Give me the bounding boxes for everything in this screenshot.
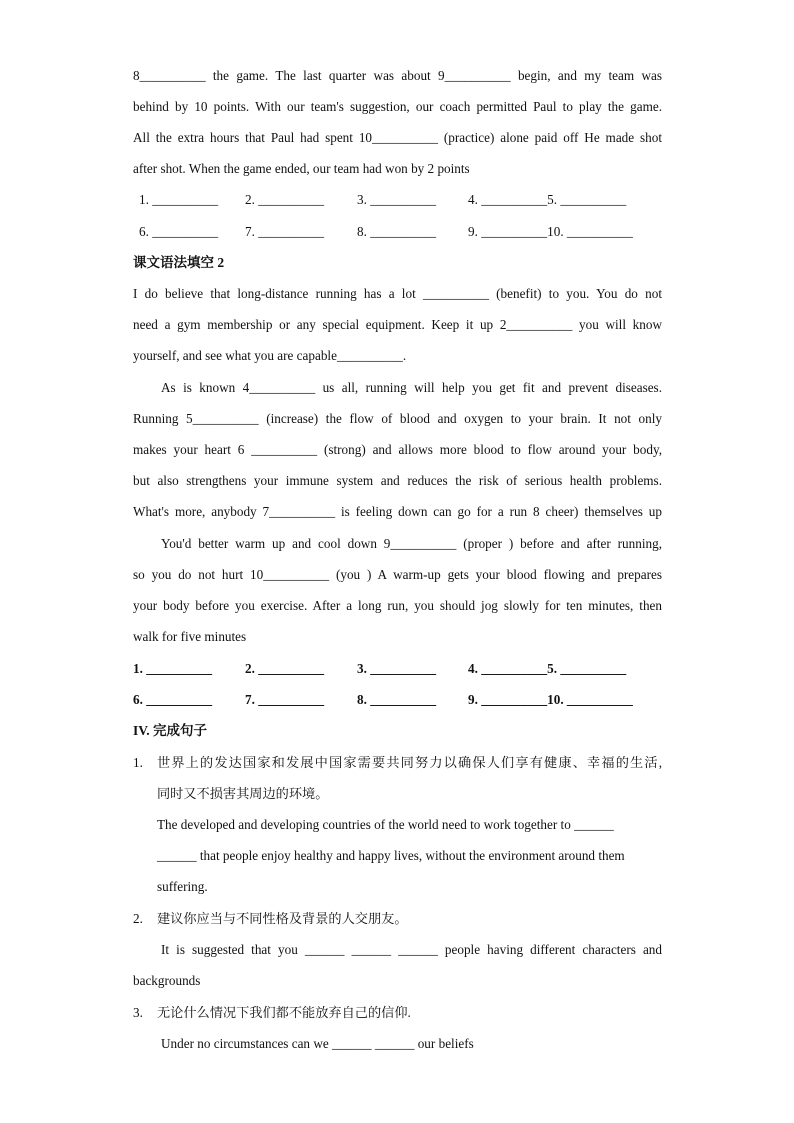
answer-row [133,223,662,241]
answer-blank: 2. __________ [245,661,325,676]
answer-blank: 2. __________ [245,192,325,207]
answer-row [133,191,662,209]
passage1-line-3: All the extra hours that Paul had spent 10__________ (practice) alone paid off He made shot [133,130,662,145]
paragraph-line: makes your heart 6 __________ (strong) and allows more blood to flow around your body, [133,442,662,457]
answer-blank: 1. __________ [133,661,213,676]
item-chinese-line: 无论什么情况下我们都不能放弃自己的信仰. [157,1005,411,1020]
answer-blank: 4. __________5. __________ [468,661,627,676]
passage1-line-2: behind by 10 points. With our team's suggestion, our coach permitted Paul to play the game. [133,99,662,114]
item-english-line: ______ that people enjoy healthy and happy lives, without the environment around them [157,848,625,863]
answer-blank: 3. __________ [357,192,437,207]
answer-blank: 6. __________ [139,224,219,239]
answer-blank: 6. __________ [133,692,213,707]
paragraph-line: I do believe that long-distance running has a lot __________ (benefit) to you. You do not [133,286,662,301]
passage1-line-1: 8__________ the game. The last quarter was about 9__________ begin, and my team was [133,68,662,83]
answer-blank: 8. __________ [357,692,437,707]
answer-blank: 7. __________ [245,224,325,239]
item-number: 2. [133,911,143,926]
item-chinese-line: 建议你应当与不同性格及背景的人交朋友。 [157,911,408,926]
answer-row [133,691,662,709]
answer-blank: 9. __________10. __________ [468,224,633,239]
item-english-line: The developed and developing countries of the world need to work together to ______ [157,817,614,832]
paragraph-line: need a gym membership or any special equipment. Keep it up 2__________ you will know [133,317,662,332]
answer-row [133,660,662,678]
item-chinese-line: 世界上的发达国家和发展中国家需要共同努力以确保人们享有健康、幸福的生活, [157,755,662,770]
paragraph-line: Running 5__________ (increase) the flow of blood and oxygen to your brain. It not only [133,411,662,426]
answer-blank: 4. __________5. __________ [468,192,627,207]
answer-blank: 7. __________ [245,692,325,707]
item-english-line: It is suggested that you ______ ______ ______ people having different characters and [161,942,662,957]
paragraph-line: your body before you exercise. After a long run, you should jog slowly for ten minutes, then [133,598,662,613]
item-chinese-line: 同时又不损害其周边的环境。 [157,786,329,801]
answer-blank: 8. __________ [357,224,437,239]
paragraph-line: What's more, anybody 7__________ is feeling down can go for a run 8 cheer) themselves up [133,504,662,519]
paragraph-line: You'd better warm up and cool down 9__________ (proper ) before and after running, [161,536,662,551]
item-english-line: suffering. [157,879,208,894]
passage1-line-4: after shot. When the game ended, our team had won by 2 points [133,161,470,176]
answer-blank: 1. __________ [139,192,219,207]
answer-blank: 3. __________ [357,661,437,676]
paragraph-line: yourself, and see what you are capable__________. [133,348,407,363]
paragraph-line: walk for five minutes [133,629,247,644]
paragraph-line: so you do not hurt 10__________ (you ) A warm-up gets your blood flowing and prepares [133,567,662,582]
paragraph-line: As is known 4__________ us all, running will help you get fit and prevent diseases. [161,380,662,395]
section-heading: IV. 完成句子 [133,723,208,738]
item-number: 3. [133,1005,143,1020]
paragraph-line: but also strengthens your immune system and reduces the risk of serious health problems. [133,473,662,488]
answer-blank: 9. __________10. __________ [468,692,633,707]
item-english-line: Under no circumstances can we ______ ______ our beliefs [161,1036,474,1051]
section-heading: 课文语法填空 2 [133,255,225,270]
item-number: 1. [133,755,143,770]
item-english-line: backgrounds [133,973,201,988]
